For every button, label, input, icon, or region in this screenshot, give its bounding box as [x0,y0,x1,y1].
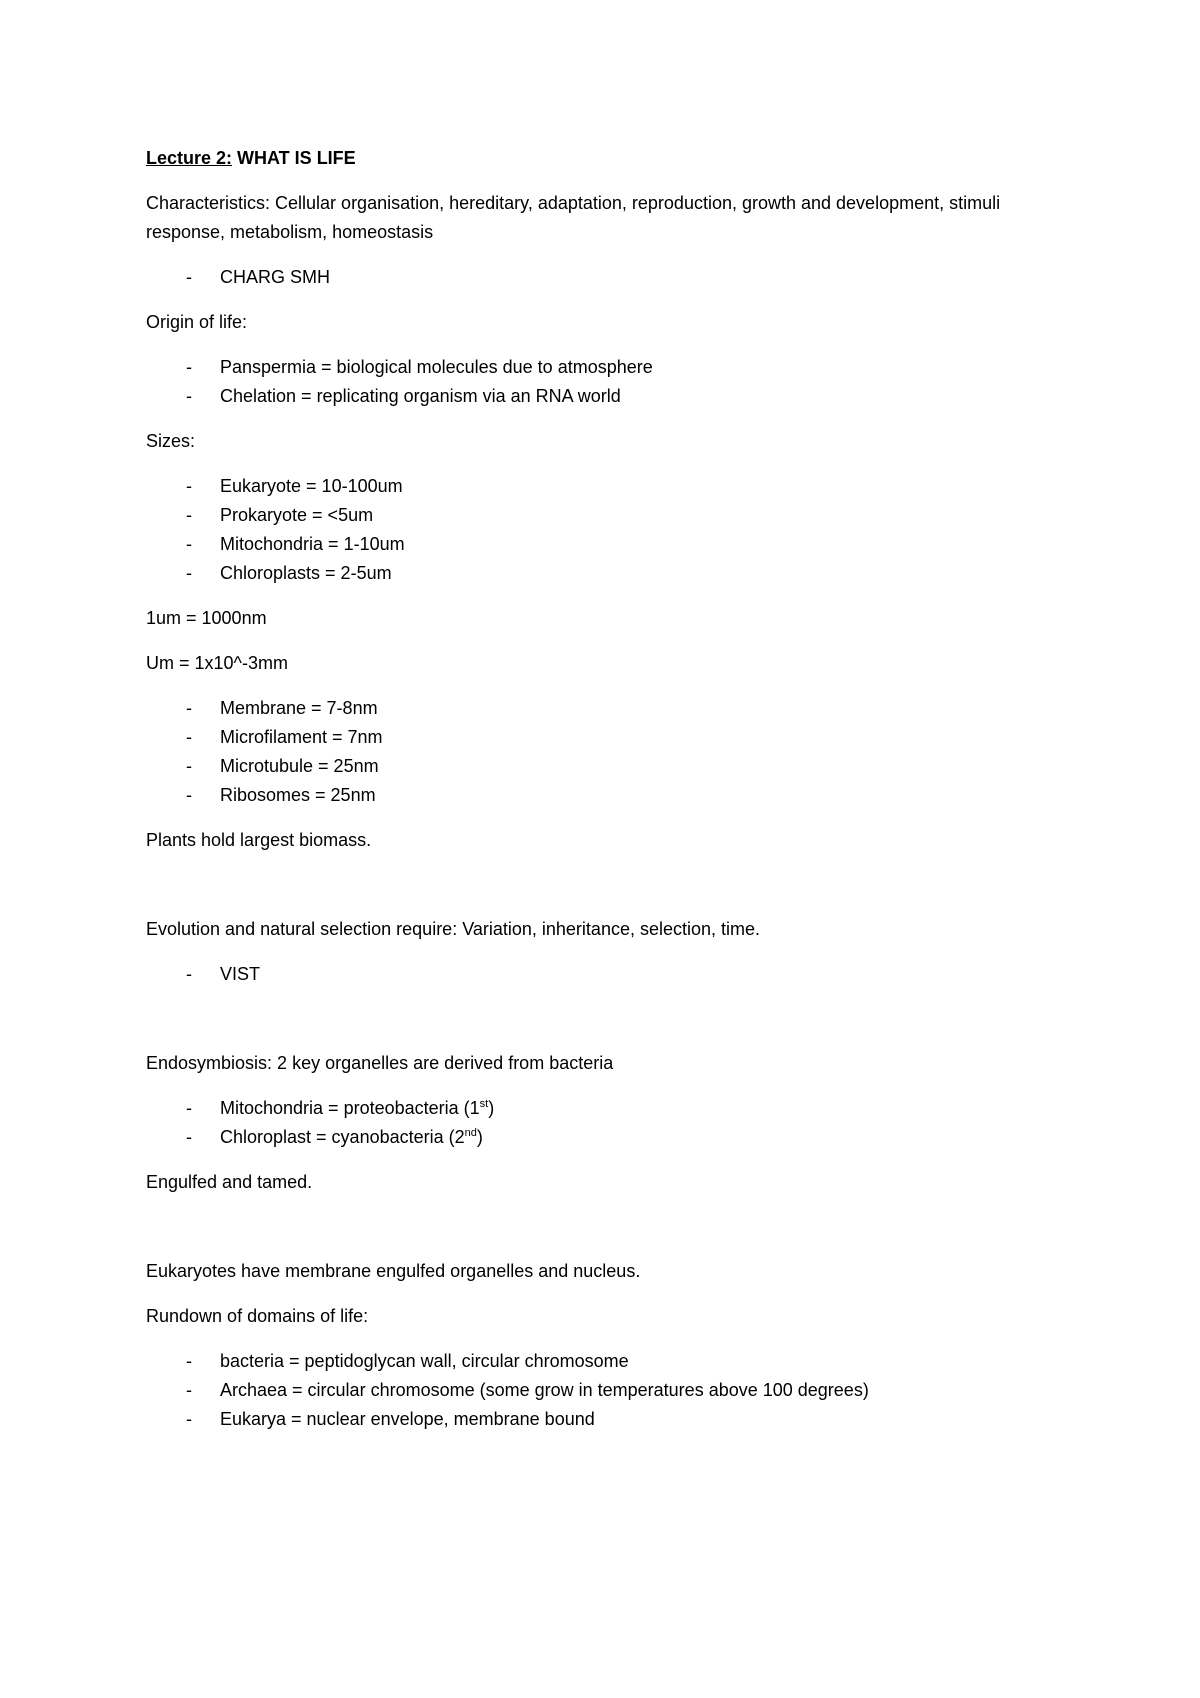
page-title [146,144,1046,173]
list-item: - VIST [146,960,1046,989]
sizes-heading: Sizes: [146,431,196,451]
title-label: Lecture 2: [146,148,233,168]
list-item: - Mitochondria = 1-10um [146,530,1046,559]
list-item: - Archaea = circular chromosome (some grow in temperatures above 100 degrees) [146,1376,1046,1405]
list-item: - Microtubule = 25nm [146,752,1046,781]
blank-space [146,1213,1046,1257]
list-item: - Ribosomes = 25nm [146,781,1046,810]
list-item: - Chelation = replicating organism via an RNA world [146,382,1046,411]
sizes-list [146,472,1046,588]
list-item: - Chloroplasts = 2-5um [146,559,1046,588]
characteristics-list [146,263,1046,292]
endosymbiosis-list [146,1094,1046,1152]
evolution-list [146,960,1046,989]
ordinal-suffix: nd [464,1127,477,1139]
engulfed-paragraph: Engulfed and tamed. [146,1172,313,1192]
domains-list [146,1347,1046,1434]
list-item: - bacteria = peptidoglycan wall, circular chromosome [146,1347,1046,1376]
characteristics-paragraph: Characteristics: Cellular organisation, hereditary, adaptation, reproduction, growth and development, stimuli response, metabolism, homeostasis [146,193,1001,242]
eukaryotes-paragraph: Eukaryotes have membrane engulfed organelles and nucleus. [146,1261,641,1281]
document-body [146,144,1046,1450]
list-item [146,1094,1046,1123]
item-end: ) [488,1098,495,1118]
origin-heading: Origin of life: [146,312,248,332]
domains-heading: Rundown of domains of life: [146,1306,369,1326]
evolution-paragraph: Evolution and natural selection require: Variation, inheritance, selection, time. [146,919,761,939]
conversion-um-mm: Um = 1x10^-3mm [146,653,288,673]
nanometer-sizes-list [146,694,1046,810]
conversion-um-nm: 1um = 1000nm [146,608,267,628]
item-text: Chloroplast = cyanobacteria (2 [220,1127,465,1147]
list-item: - Prokaryote = <5um [146,501,1046,530]
ordinal-suffix: st [479,1098,489,1110]
list-item: - Microfilament = 7nm [146,723,1046,752]
list-item: - Membrane = 7-8nm [146,694,1046,723]
item-end: ) [476,1127,483,1147]
origin-list [146,353,1046,411]
list-item: - Eukaryote = 10-100um [146,472,1046,501]
list-item: - Panspermia = biological molecules due to atmosphere [146,353,1046,382]
list-item: - CHARG SMH [146,263,1046,292]
blank-space [146,1005,1046,1049]
item-text: Mitochondria = proteobacteria (1 [220,1098,480,1118]
blank-space [146,871,1046,915]
list-item: - Eukarya = nuclear envelope, membrane bound [146,1405,1046,1434]
title-text: WHAT IS LIFE [232,148,356,168]
biomass-paragraph: Plants hold largest biomass. [146,830,372,850]
list-item [146,1123,1046,1152]
endosymbiosis-paragraph: Endosymbiosis: 2 key organelles are derived from bacteria [146,1053,614,1073]
